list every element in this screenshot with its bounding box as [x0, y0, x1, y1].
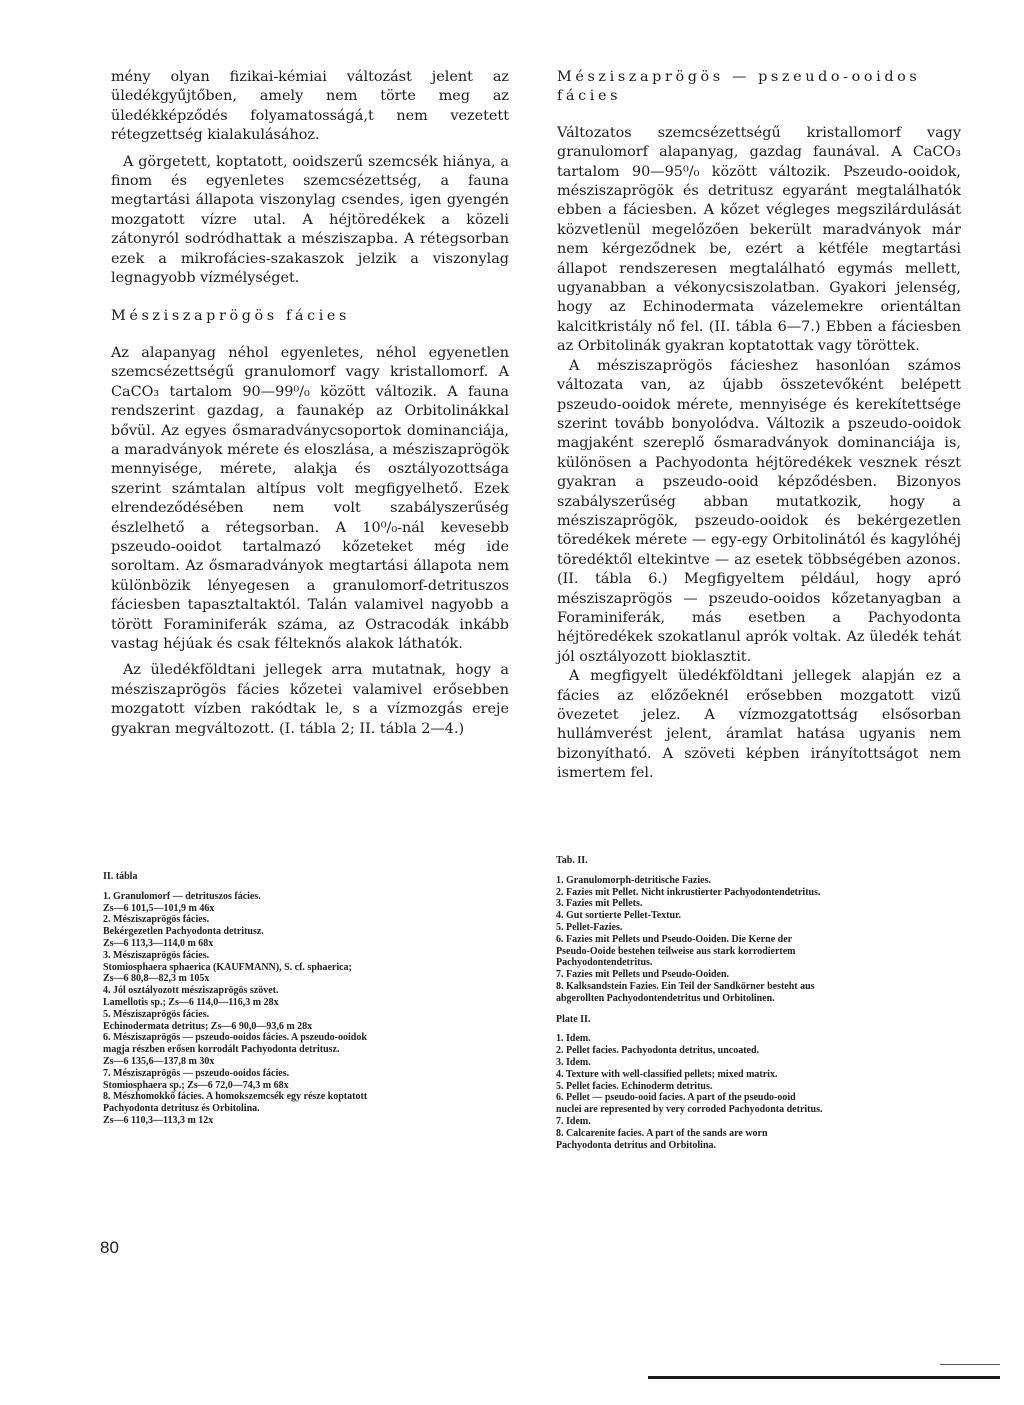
footer-rule-thin — [940, 1364, 1000, 1365]
paragraph: Változatos szemcsézettségű kristallomorf vagy granulomorf alapanyag, gazdag faunával. A CaCO₃ tartalom 90—95⁰/₀ között változik. Pszeudo-ooidok, mésziszaprögök és detritusz egyaránt megtalálhatók ebben a fáciesben. A kőzet végleges megszilárdulását közvetlenül megelőzően bekerült maradványok már nem kérgeződnek be, ezért a kétféle megtartási állapot rendszeresen megtalálható egymás mellett, ugyanabban a vékonycsiszolatban. Gyakori jelenség, hogy az Echinodermata vázelemekre orientáltan kalcitkristály nő fel. (II. tábla 6—7.) Ebben a fáciesben az Orbitolinák gyakran koptatottak vagy töröttek. — [557, 124, 961, 355]
caption-line: abgerollten Pachyodontendetritus und Orbitolinen. — [556, 992, 775, 1004]
section-heading: Mésziszaprögös — pszeudo-ooidos — [557, 69, 921, 85]
caption-line: 5. Pellet-Fazies. — [556, 921, 623, 933]
caption-line: 3. Idem. — [556, 1056, 591, 1068]
paragraph: A mésziszaprögös fácieshez hasonlóan számos változata van, az újabb összetevőként belépett pszeudo-ooidok mérete, mennyisége és kerekítettsége szerint tovább bonyolódva. Változik a pszeudo-ooidok magjaként szereplő ősmaradványok dominanciája is, különösen a Pachyodonta héjtöredékek vesznek részt gyakran a pszeudo-ooid képződésben. Bizonyos szabályszerűség abban mutatkozik, hogy a mésziszaprögök, pszeudo-ooidok és bekérgezetlen töredékek mérete — egy-egy Orbitolinától és kagylóhéj töredéktől eltekintve — az esetek többségében azonos. (II. tábla 6.) Megfigyeltem például, hogy apró mésziszaprögös — pszeudo-ooidos kőzetanyagban a Foraminiferák, más esetben a Pachyodonta héjtöredékek szokatlanul aprók voltak. Az üledék tehát jól osztályozott bioklasztit. — [557, 357, 961, 665]
caption-line: Stomiosphaera sphaerica (KAUFMANN), S. cf. sphaerica; — [103, 961, 352, 973]
section-heading: Mésziszaprögös fácies — [111, 308, 351, 325]
caption-line: Pachyodonta detritus and Orbitolina. — [556, 1139, 717, 1151]
caption-line: 2. Mésziszaprögös fácies. — [103, 914, 210, 926]
captions-hungarian — [103, 871, 523, 1127]
captions-foreign — [556, 855, 976, 1151]
caption-line: 1. Granulomorf — detrituszos fácies. — [103, 890, 261, 902]
caption-line: 7. Fazies mit Pellets und Pseudo-Ooiden. — [556, 969, 730, 981]
caption-line: Zs—6 135,6—137,8 m 30x — [103, 1055, 215, 1067]
caption-line: Stomiosphaera sp.; Zs—6 72,0—74,3 m 68x — [103, 1079, 289, 1091]
caption-line: Bekérgezetlen Pachyodonta detritusz. — [103, 926, 264, 938]
caption-line: 5. Pellet facies. Echinoderm detritus. — [556, 1080, 713, 1092]
caption-line: Zs—6 101,5—101,9 m 46x — [103, 902, 215, 914]
caption-title: Tab. II. — [556, 855, 588, 866]
caption-line: Zs—6 113,3—114,0 m 68x — [103, 937, 214, 949]
caption-line: Zs—6 110,3—113,3 m 12x — [103, 1114, 214, 1126]
caption-line: 3. Fazies mit Pellets. — [556, 898, 643, 910]
caption-line: 8. Kalksandstein Fazies. Ein Teil der Sandkörner besteht aus — [556, 980, 815, 992]
caption-line: 4. Gut sortierte Pellet-Textur. — [556, 910, 682, 922]
caption-line: 7. Mésziszaprögös — pszeudo-ooidos fácies. — [103, 1067, 290, 1079]
caption-line: 8. Mészhomokkő fácies. A homokszemcsék egy része koptatott — [103, 1091, 368, 1103]
caption-line: 8. Calcarenite facies. A part of the sands are worn — [556, 1127, 768, 1139]
paragraph: mény olyan fizikai-kémiai változást jelent az üledékgyűjtőben, amely nem törte meg az üledékképződés folyamatosságá,t nem vezetett rétegzettség kialakulásához. — [111, 69, 509, 144]
caption-line: 4. Jól osztályozott mésziszaprögös szövet. — [103, 985, 279, 997]
paragraph: A megfigyelt üledékföldtani jellegek alapján ez a fácies az előzőeknél erősebben mozgatott vizű övezetet jelez. A vízmozgatottság elsősorban hullámverést jelent, áramlat hatása ugyanis nem bizonyítható. A szöveti képben irányítottságot nem ismertem fel. — [557, 668, 961, 782]
footer-rule — [648, 1376, 1000, 1379]
caption-line: Echinodermata detritus; Zs—6 90,0—93,6 m 28x — [103, 1020, 313, 1032]
right-column — [557, 68, 961, 784]
caption-line: Pachyodonta detritusz és Orbitolina. — [103, 1103, 260, 1115]
caption-line: 1. Idem. — [556, 1033, 591, 1045]
caption-line: 2. Fazies mit Pellet. Nicht inkrustierter Pachyodontendetritus. — [556, 886, 821, 898]
left-column — [111, 68, 509, 739]
caption-line: 5. Mésziszaprögös fácies. — [103, 1008, 210, 1020]
caption-line: 1. Granulomorph-detritische Fazies. — [556, 874, 711, 886]
section-heading-continued: fácies — [557, 88, 622, 105]
caption-list — [556, 1033, 976, 1151]
caption-line: 4. Texture with well-classified pellets; mixed matrix. — [556, 1068, 778, 1080]
caption-line: Pseudo-Ooide bestehen teilweise aus stark korrodiertem — [556, 945, 796, 957]
caption-title: II. tábla — [103, 871, 138, 882]
caption-line: magja részben erősen korrodált Pachyodonta detritusz. — [103, 1044, 340, 1056]
paragraph: A görgetett, koptatott, ooidszerű szemcsék hiánya, a finom és egyenletes szemcsézettség, a fauna megtartási állapota viszonylag csendes, igen gyengén mozgatott vízre utal. A héjtöredékek a közeli zátonyról sodródhattak a mésziszapba. A rétegsorban ezek a mikrofácies-szakaszok jelzik a viszonylag legnagyobb vízmélységet. — [111, 153, 509, 287]
caption-line: 6. Pellet — pseudo-ooid facies. A part of the pseudo-ooid — [556, 1092, 796, 1104]
paragraph: Az üledékföldtani jellegek arra mutatnak, hogy a mésziszaprögös fácies kőzetei valamivel erősebben mozgatott vízben rakódtak le, s a vízmozgás ereje gyakran megváltozott. (I. tábla 2; II. tábla 2—4.) — [111, 662, 509, 737]
caption-line: 3. Mésziszaprögös fácies. — [103, 949, 210, 961]
paragraph: Az alapanyag néhol egyenletes, néhol egyenetlen szemcsézettségű granulomorf vagy kristallomorf. A CaCO₃ tartalom 90—99⁰/₀ között változik. A fauna rendszerint gazdag, a faunakép az Orbitolinákkal bővül. Az egyes ősmaradványcsoportok dominanciája, a maradványok mérete és eloszlása, a mésziszaprögök mennyisége, mérete, alakja és osztályozottsága szerint számtalan altípus volt megfigyelhető. Ezek elrendeződésében nem volt szabályszerűség észlelhető a rétegsorban. A 10⁰/₀-nál kevesebb pszeudo-ooidot tartalmazó kőzeteket még ide soroltam. Az ősmaradványok megtartási állapota nem különbözik lényegesen a granulomorf-detrituszos fáciesben tapasztaltaktól. Talán valamivel nagyobb a törött Foraminiferák száma, az Ostracodák inkább vastag héjúak és csak félteknős alakok láthatók. — [111, 344, 509, 652]
caption-line: 6. Mésziszaprögös — pszeudo-ooidos fácies. A pszeudo-ooidok — [103, 1032, 367, 1044]
caption-line: 6. Fazies mit Pellets und Pseudo-Ooiden. Die Kerne der — [556, 933, 793, 945]
caption-list — [103, 891, 523, 1127]
caption-line: Pachyodontendetritus. — [556, 957, 653, 969]
caption-line: Lamellotis sp.; Zs—6 114,0—116,3 m 28x — [103, 996, 279, 1008]
caption-line: Zs—6 80,8—82,3 m 105x — [103, 973, 210, 985]
caption-line: 7. Idem. — [556, 1115, 591, 1127]
caption-line: 2. Pellet facies. Pachyodonta detritus, uncoated. — [556, 1045, 760, 1057]
caption-list — [556, 875, 976, 1005]
page-number: 80 — [100, 1238, 119, 1257]
caption-line: nuclei are represented by very corroded Pachyodonta detritus. — [556, 1104, 823, 1116]
caption-title: Plate II. — [556, 1013, 591, 1025]
